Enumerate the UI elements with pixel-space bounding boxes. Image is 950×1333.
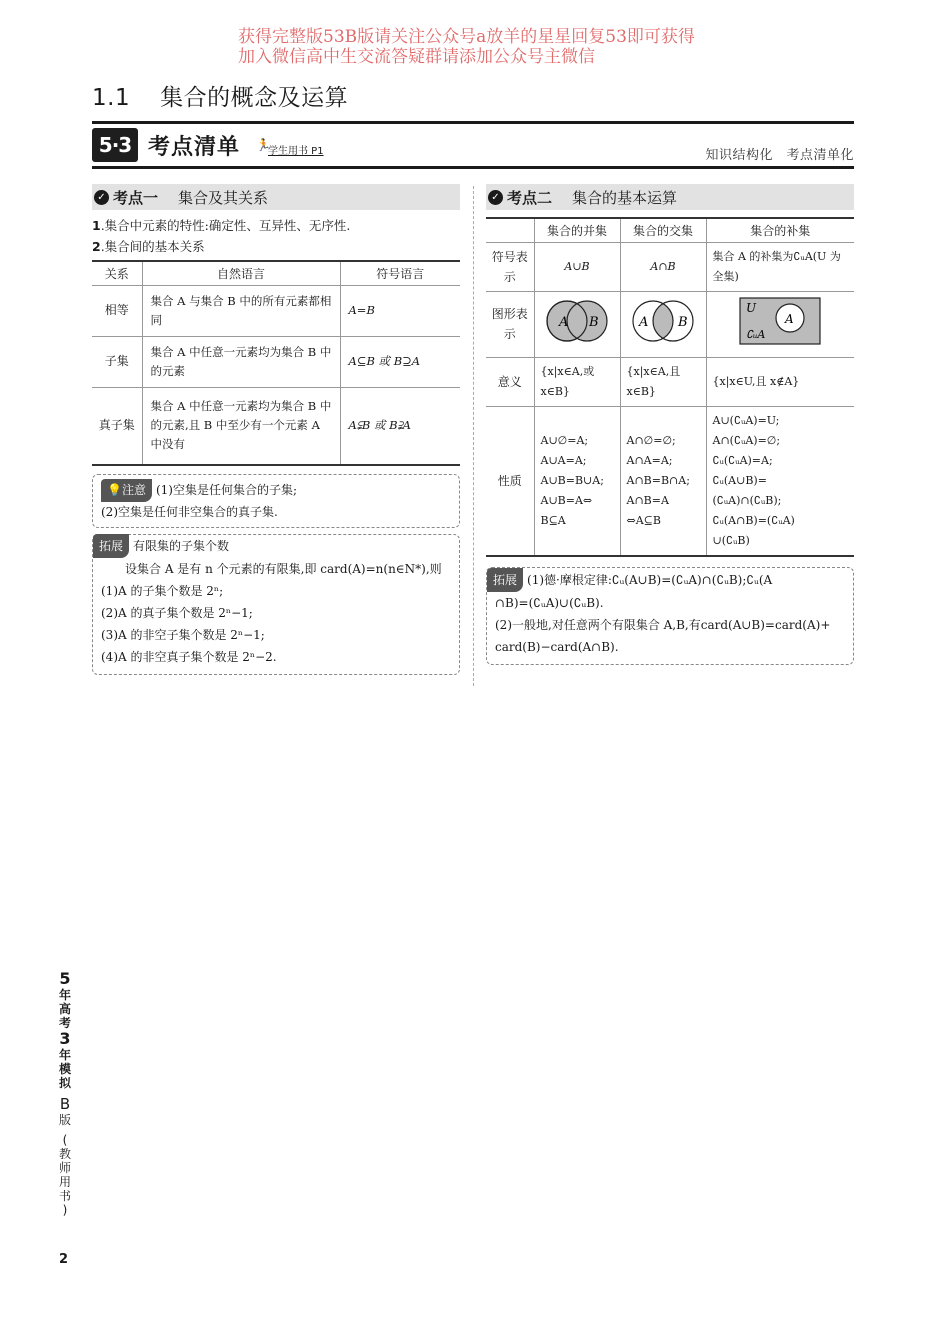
table-row	[92, 387, 460, 465]
ext-tag: 拓展	[487, 568, 523, 592]
note-box	[92, 474, 460, 528]
natural-cell: 集合 A 中任意一元素均为集合 B 中的元素	[142, 336, 340, 387]
inter-venn-diagram	[627, 298, 699, 344]
inter-venn-cell	[620, 291, 706, 357]
table-row-symbol	[486, 242, 854, 291]
comp-prop-line: ∁ᵤ(A∩B)=(∁ᵤA)	[712, 513, 795, 527]
venn-label-b: B	[589, 314, 599, 330]
table-header-row	[92, 261, 460, 285]
col-header-inter: 集合的交集	[620, 218, 706, 242]
symbol-cell: A⊆B 或 B⊇A	[340, 336, 460, 387]
spine-char: 3	[59, 1029, 71, 1048]
inter-prop-line: A∩B=B∩A;	[626, 473, 690, 487]
ext-line-4: (4)A 的非空真子集个数是 2ⁿ−2.	[101, 650, 277, 664]
ext-line-3: (3)A 的非空子集个数是 2ⁿ−1;	[101, 628, 265, 642]
spine-char: B	[59, 1095, 71, 1113]
natural-cell: 集合 A 与集合 B 中的所有元素都相同	[142, 285, 340, 336]
union-symbol: A∪B	[534, 242, 620, 291]
relations-table	[92, 260, 460, 466]
kp2-column	[486, 184, 854, 665]
comp-symbol: 集合 A 的补集为∁ᵤA(U 为全集)	[706, 242, 854, 291]
note-tag-label: 注意	[121, 483, 146, 497]
logo-53: 5·3	[92, 128, 138, 162]
student-book-link[interactable]: 学生用书 P1	[268, 146, 324, 157]
col-header-symbol: 符号语言	[340, 261, 460, 285]
column-divider	[473, 186, 474, 686]
runner-icon: 🏃	[256, 138, 271, 152]
kp1-label: 考点一	[113, 188, 159, 207]
relation-cell: 子集	[92, 336, 142, 387]
inter-prop-line: A∩A=A;	[626, 453, 673, 467]
union-prop-line: A∪∅=A;	[540, 433, 589, 447]
spine-char: 教	[58, 1147, 71, 1161]
col-header-blank	[486, 218, 534, 242]
symbol-cell: A⫋B 或 B⫌A	[340, 387, 460, 465]
union-props	[534, 406, 620, 556]
col-header-comp: 集合的补集	[706, 218, 854, 242]
inter-meaning: {x|x∈A,且 x∈B}	[620, 357, 706, 406]
union-venn-cell	[534, 291, 620, 357]
ext-right-line-1	[487, 568, 847, 592]
union-prop-line: A∪A=A;	[540, 453, 587, 467]
kp2-title: 集合的基本运算	[572, 188, 678, 207]
spine-char: 5	[59, 969, 71, 988]
spine-char: )	[62, 1203, 68, 1217]
table-row	[92, 336, 460, 387]
ext-intro: 设集合 A 是有 n 个元素的有限集,即 card(A)=n(n∈N*),则	[125, 562, 442, 576]
section-title	[92, 79, 348, 112]
spine-char: 高	[58, 1002, 71, 1016]
spine-char: 书	[58, 1189, 71, 1203]
union-venn-diagram	[541, 298, 613, 344]
inter-props	[620, 406, 706, 556]
lightbulb-icon: 💡	[107, 483, 122, 497]
table-row	[92, 285, 460, 336]
note-line-2: (2)空集是任何非空集合的真子集.	[101, 505, 278, 519]
comp-venn-diagram	[738, 296, 822, 346]
natural-cell: 集合 A 中任意一元素均为集合 B 中的元素,且 B 中至少有一个元素 A 中没有	[142, 387, 340, 465]
kp1-column	[92, 184, 460, 675]
inter-symbol: A∩B	[620, 242, 706, 291]
spine-char: 拟	[58, 1076, 71, 1090]
ext-right-line-2: ∩B)=(∁ᵤA)∪(∁ᵤB).	[495, 596, 604, 610]
operations-table	[486, 217, 854, 557]
ext-box-right	[486, 567, 854, 665]
table-header-row	[486, 218, 854, 242]
ext-tag: 拓展	[93, 534, 129, 558]
banner-title: 考点清单	[148, 135, 241, 160]
spine-char: 师	[58, 1161, 71, 1175]
section-name: 集合的概念及运算	[160, 85, 349, 111]
kp1-header	[92, 184, 460, 210]
watermark-line-1: 获得完整版53B版请关注公众号a放羊的星星回复53即可获得	[238, 27, 695, 47]
union-prop-line: A∪B=B∪A;	[540, 473, 604, 487]
venn-label-cua: ∁ᵤA	[746, 327, 766, 341]
comp-prop-line: ∪(∁ᵤB)	[712, 533, 750, 547]
section-number: 1.1	[92, 85, 131, 111]
comp-prop-line: A∪(∁ᵤA)=U;	[712, 413, 780, 427]
kp1-item-2-text: .集合间的基本关系	[100, 239, 205, 254]
kp1-item-1-num: 1	[92, 218, 101, 233]
row-label-graph: 图形表示	[486, 291, 534, 357]
kp1-item-1	[92, 215, 460, 236]
union-meaning: {x|x∈A,或 x∈B}	[534, 357, 620, 406]
inter-prop-line: ⇔A⊆B	[626, 513, 661, 527]
comp-prop-line: ∁ᵤ(A∪B)=	[712, 473, 767, 487]
ext-right-line-4: card(B)−card(A∩B).	[495, 640, 619, 654]
watermark	[238, 27, 758, 67]
relation-cell: 相等	[92, 285, 142, 336]
table-row-graph	[486, 291, 854, 357]
union-prop-line: A∪B=A⇔	[540, 493, 593, 507]
comp-prop-line: ∁ᵤ(∁ᵤA)=A;	[712, 453, 773, 467]
ext-head-left	[93, 534, 453, 558]
spine-char: 年	[58, 1048, 71, 1062]
kp2-header	[486, 184, 854, 210]
note-tag	[101, 479, 152, 502]
comp-meaning: {x|x∈U,且 x∉A}	[706, 357, 854, 406]
symbol-cell: A=B	[340, 285, 460, 336]
comp-prop-line: (∁ᵤA)∩(∁ᵤB);	[712, 493, 782, 507]
watermark-line-2: 加入微信高中生交流答疑群请添加公众号主微信	[238, 47, 595, 67]
comp-prop-line: A∩(∁ᵤA)=∅;	[712, 433, 781, 447]
venn-label-u: U	[746, 300, 757, 315]
kp1-item-2	[92, 236, 460, 257]
kp1-title: 集合及其关系	[178, 188, 269, 207]
ext-line-2: (2)A 的真子集个数是 2ⁿ−1;	[101, 606, 253, 620]
note-text-1: (1)空集是任何集合的子集;	[155, 483, 298, 497]
comp-venn-cell	[706, 291, 854, 357]
venn-label-a: A	[559, 314, 569, 330]
ext-line-1: (1)A 的子集个数是 2ⁿ;	[101, 584, 224, 598]
ext-title: 有限集的子集个数	[133, 539, 230, 553]
venn-label-b: B	[678, 314, 688, 330]
spine-char: (	[62, 1133, 68, 1147]
col-header-natural: 自然语言	[142, 261, 340, 285]
spine-char: 考	[58, 1016, 71, 1030]
row-label-props: 性质	[486, 406, 534, 556]
col-header-union: 集合的并集	[534, 218, 620, 242]
note-line-1	[101, 479, 453, 502]
venn-label-a: A	[785, 311, 794, 326]
venn-label-a: A	[639, 314, 649, 330]
spine-char: 模	[58, 1062, 71, 1076]
kp2-label: 考点二	[507, 188, 553, 207]
row-label-meaning: 意义	[486, 357, 534, 406]
kp1-item-2-num: 2	[92, 239, 101, 254]
relation-cell: 真子集	[92, 387, 142, 465]
col-header-relation: 关系	[92, 261, 142, 285]
table-row-props	[486, 406, 854, 556]
row-label-symbol: 符号表示	[486, 242, 534, 291]
banner	[92, 121, 854, 169]
check-icon: ✓	[94, 190, 109, 205]
spine-char: 年	[58, 988, 71, 1002]
book-spine	[56, 970, 74, 1217]
inter-prop-line: A∩∅=∅;	[626, 433, 676, 447]
comp-props	[706, 406, 854, 556]
spine-char: 版	[58, 1113, 71, 1127]
kp1-item-1-text: .集合中元素的特性:确定性、互异性、无序性.	[100, 218, 351, 233]
banner-slogan: 知识结构化 考点清单化	[705, 148, 854, 163]
spine-char: 用	[58, 1175, 71, 1189]
check-icon: ✓	[488, 190, 503, 205]
page-number: 2	[59, 1252, 69, 1267]
table-row-meaning	[486, 357, 854, 406]
inter-prop-line: A∩B=A	[626, 493, 669, 507]
ext-right-text-1: (1)德·摩根定律:∁ᵤ(A∪B)=(∁ᵤA)∩(∁ᵤB);∁ᵤ(A	[527, 573, 773, 587]
union-prop-line: B⊆A	[540, 513, 566, 527]
ext-box-left	[92, 534, 460, 675]
ext-right-line-3: (2)一般地,对任意两个有限集合 A,B,有card(A∪B)=card(A)+	[495, 618, 831, 632]
